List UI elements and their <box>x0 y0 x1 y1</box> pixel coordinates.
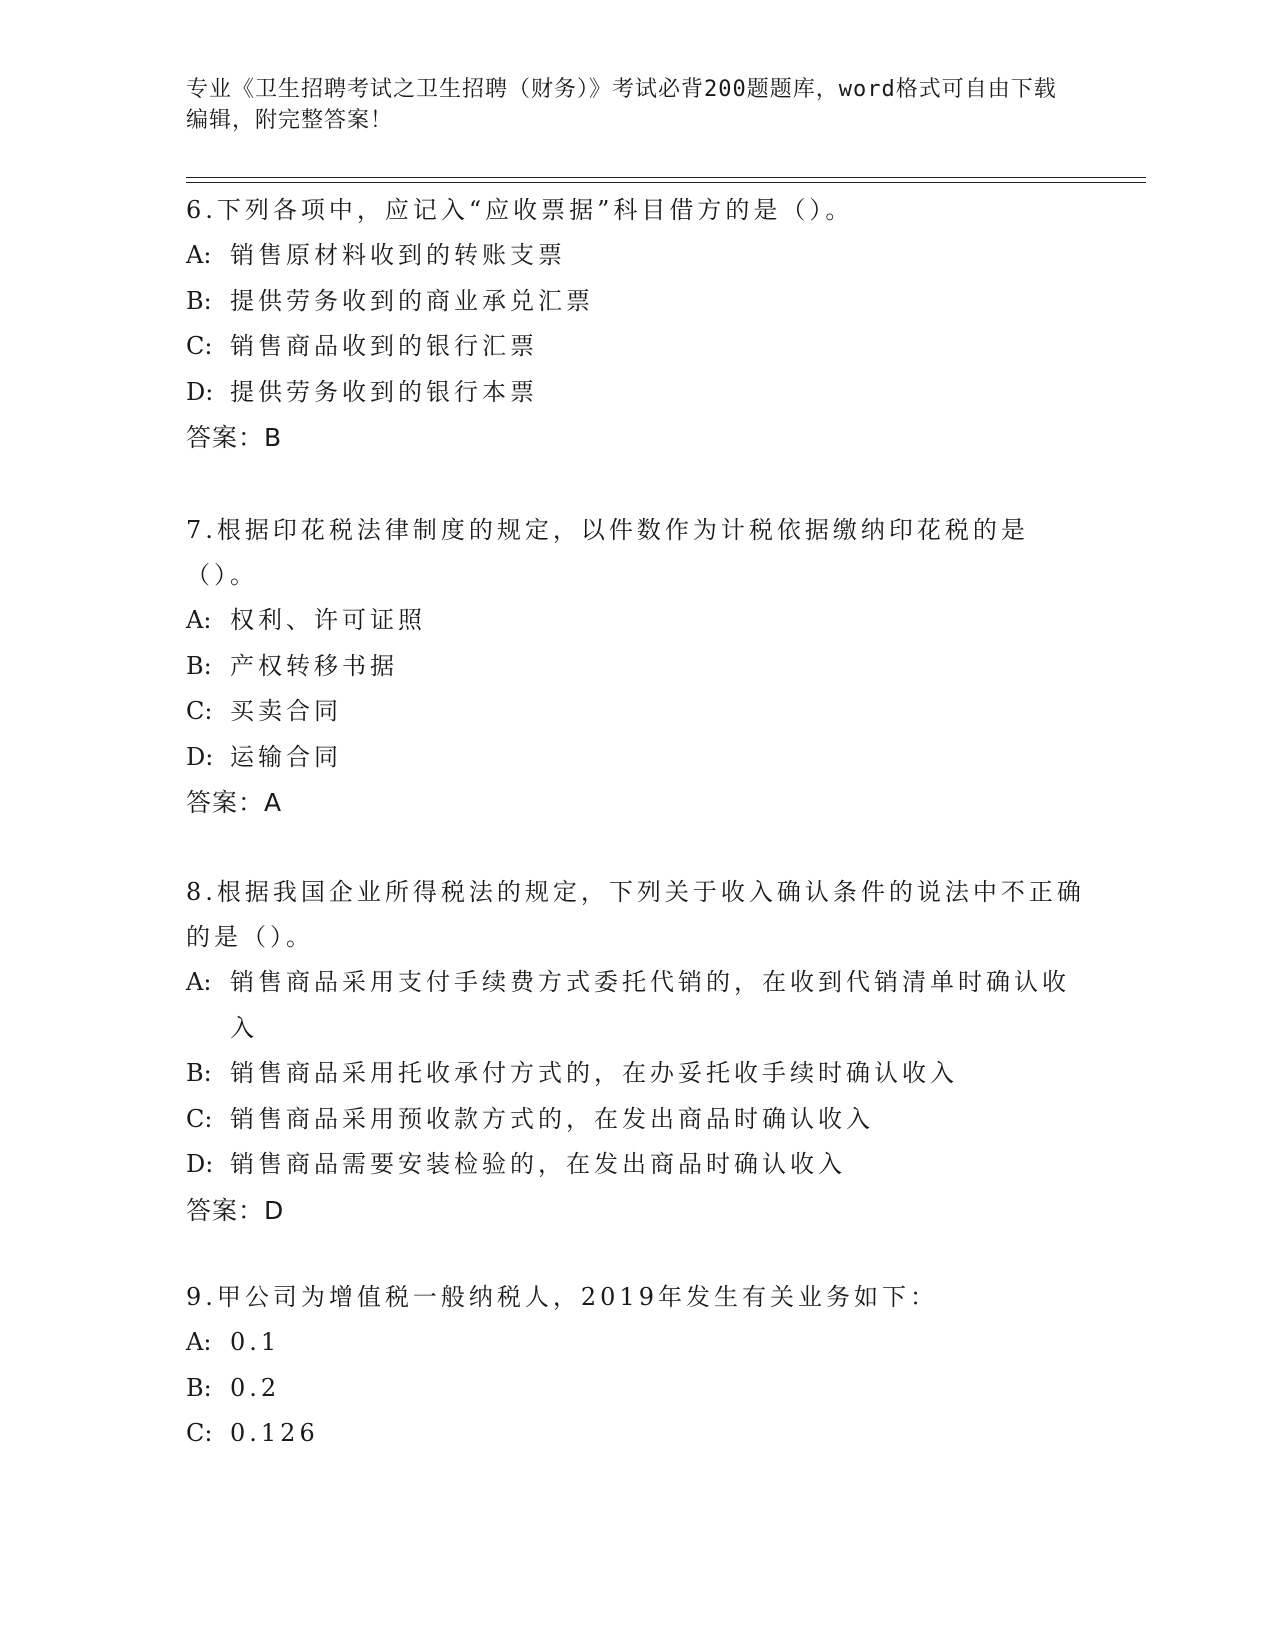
option-c <box>186 1411 1086 1457</box>
option-letter: A: <box>186 606 212 634</box>
option-c <box>186 689 1086 735</box>
option-text: 销售商品采用托收承付方式的，在办妥托收手续时确认收入 <box>230 1059 958 1087</box>
answer-text: 答案：A <box>186 788 283 817</box>
option-d <box>186 1142 1086 1188</box>
answer-text: 答案：D <box>186 1195 285 1225</box>
option-text: 买卖合同 <box>230 697 342 725</box>
option-letter: A: <box>186 1328 212 1356</box>
header-divider-bottom <box>186 182 1146 183</box>
option-text: 0.1 <box>230 1328 281 1356</box>
option-a <box>186 233 1086 279</box>
option-text: 产权转移书据 <box>230 651 398 680</box>
option-b <box>186 1051 1086 1097</box>
option-text: 销售商品需要安装检验的，在发出商品时确认收入 <box>230 1150 846 1178</box>
option-letter: C: <box>186 1104 213 1133</box>
option-letter: D: <box>186 377 214 406</box>
option-letter: D: <box>186 1150 214 1178</box>
option-text: 提供劳务收到的银行本票 <box>230 377 538 406</box>
question-stem: 8.根据我国企业所得税法的规定，下列关于收入确认条件的说法中不正确的是（）。 <box>186 878 1085 951</box>
option-c <box>186 324 1086 370</box>
question-9 <box>186 1275 1086 1457</box>
question-6 <box>186 188 1086 460</box>
option-a <box>186 1320 1086 1366</box>
option-text: 权利、许可证照 <box>230 606 426 634</box>
option-text: 销售原材料收到的转账支票 <box>230 241 566 269</box>
question-7 <box>186 508 1086 825</box>
option-text: 运输合同 <box>230 742 342 771</box>
option-letter: B: <box>186 651 212 680</box>
header-divider-top <box>186 177 1146 178</box>
option-text: 销售商品收到的银行汇票 <box>230 332 538 360</box>
question-stem: 6.下列各项中，应记入“应收票据”科目借方的是（）。 <box>186 196 854 224</box>
option-letter: C: <box>186 697 213 725</box>
option-letter: B: <box>186 1059 212 1087</box>
option-letter: B: <box>186 286 212 315</box>
option-letter: C: <box>186 1419 213 1447</box>
option-text: 销售商品采用预收款方式的，在发出商品时确认收入 <box>230 1104 874 1133</box>
option-b <box>186 644 1086 690</box>
option-letter: C: <box>186 332 213 360</box>
question-8 <box>186 870 1086 1233</box>
question-stem: 7.根据印花税法律制度的规定，以件数作为计税依据缴纳印花税的是（）。 <box>186 516 1029 589</box>
option-text: 销售商品采用支付手续费方式委托代销的，在收到代销清单时确认收入 <box>230 968 1070 1042</box>
option-letter: A: <box>186 241 212 269</box>
option-letter: D: <box>186 742 214 771</box>
option-d <box>186 370 1086 416</box>
option-text: 提供劳务收到的商业承兑汇票 <box>230 286 594 315</box>
option-a <box>186 960 1086 1051</box>
option-b <box>186 279 1086 325</box>
option-c <box>186 1097 1086 1143</box>
option-text: 0.126 <box>230 1419 319 1447</box>
option-a <box>186 598 1086 644</box>
option-letter: B: <box>186 1373 212 1402</box>
option-b <box>186 1366 1086 1412</box>
answer-text: 答案：B <box>186 423 283 452</box>
option-letter: A: <box>186 968 212 996</box>
option-d <box>186 735 1086 781</box>
document-header: 专业《卫生招聘考试之卫生招聘（财务）》考试必背200题题库，word格式可自由下载编辑，附完整答案！ <box>186 77 1057 133</box>
question-stem: 9.甲公司为增值税一般纳税人，2019年发生有关业务如下： <box>186 1283 938 1311</box>
option-text: 0.2 <box>230 1373 281 1402</box>
